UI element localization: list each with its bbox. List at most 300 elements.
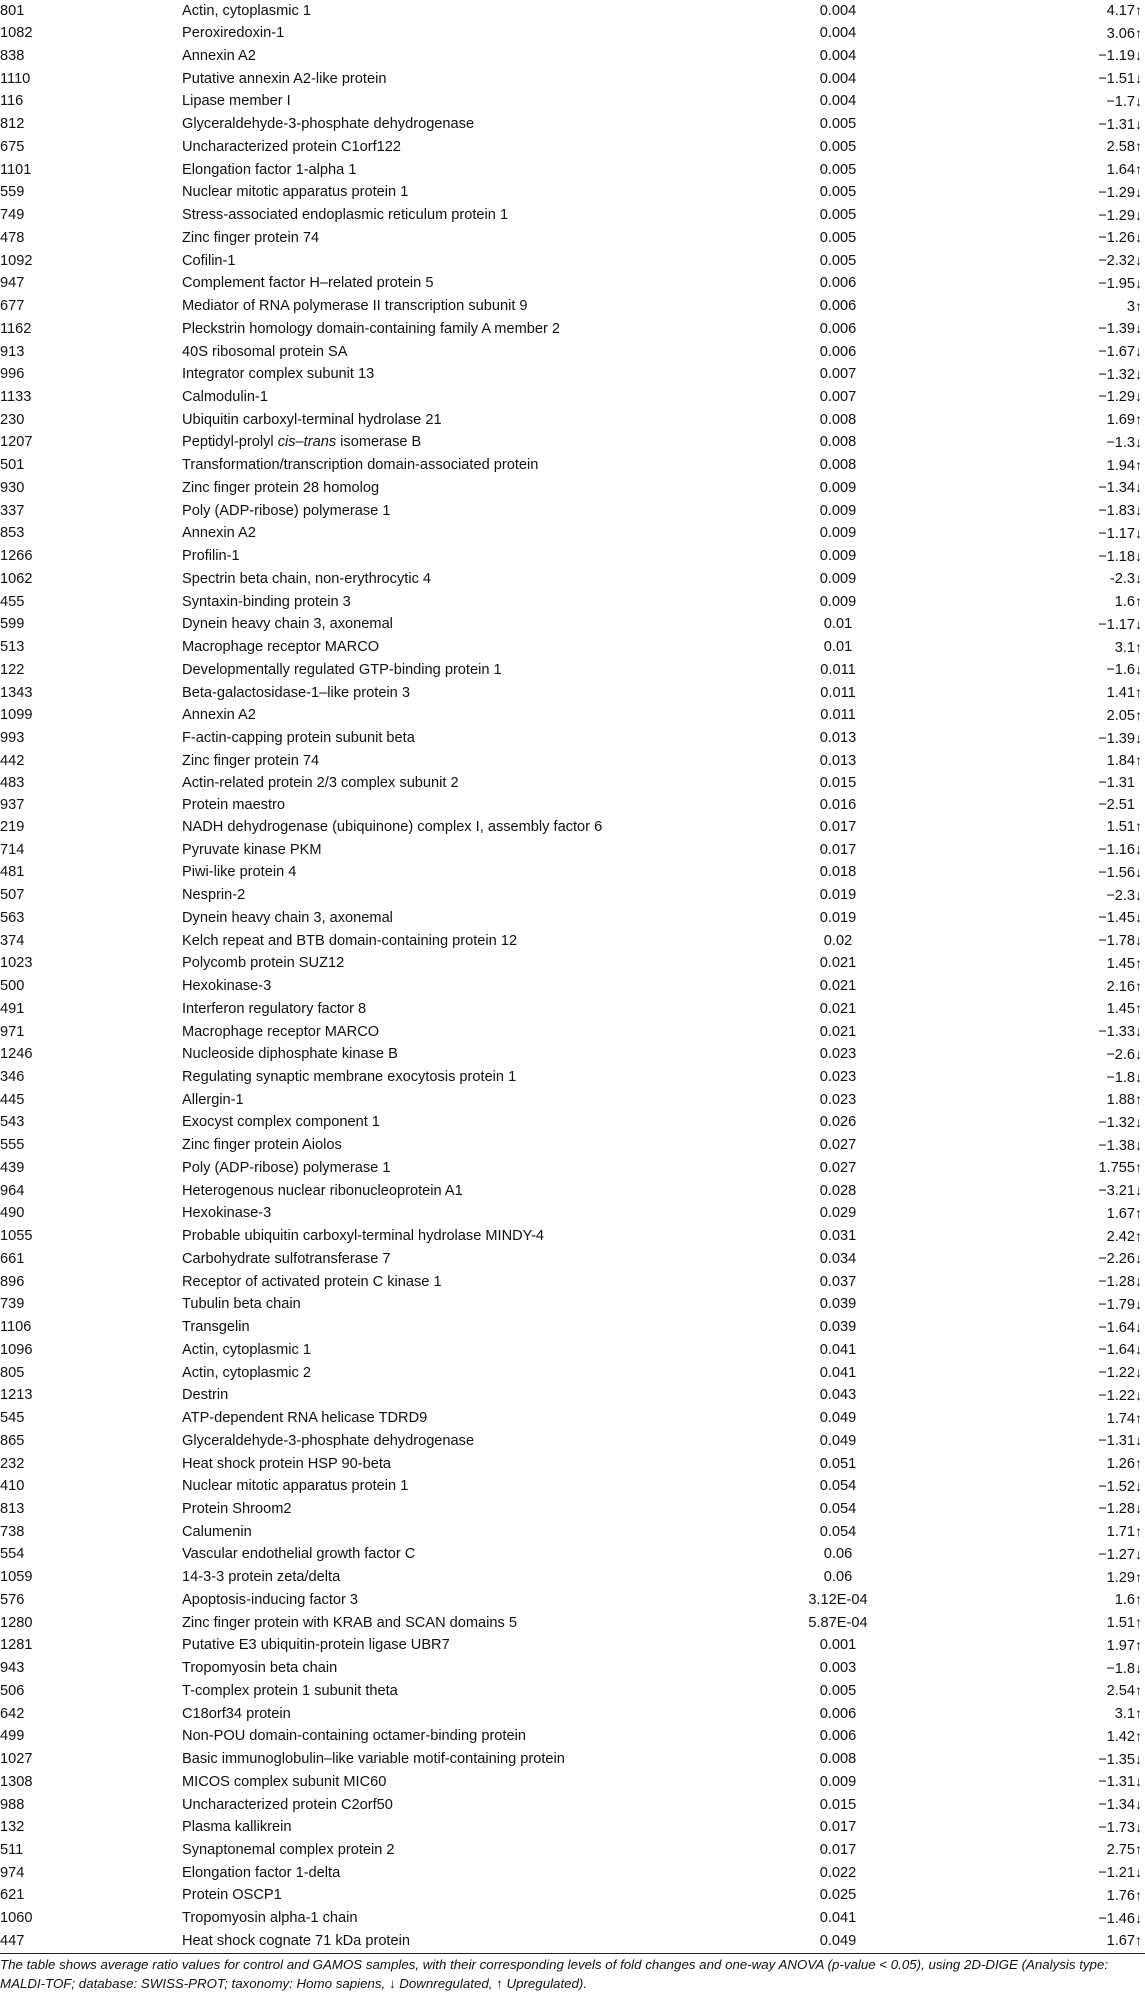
spot-id-cell: 813 [0,1500,25,1517]
p-value-cell: 0.049 [819,1410,857,1427]
up-arrow-icon: ↑ [1135,818,1142,835]
protein-name-cell: Transformation/transcription domain-associated protein [182,457,539,474]
spot-id-cell: 500 [0,978,25,995]
down-arrow-icon: ↓ [1135,1545,1142,1562]
table-row [0,1226,1145,1249]
p-value-cell: 0.005 [819,1682,857,1699]
fold-change-cell [934,1521,1145,1544]
p-value-cell: 0.039 [819,1296,857,1313]
fold-change-value: 3.1 [1114,1706,1135,1723]
table-row [0,614,1145,637]
fold-change-value: 2.42 [1106,1228,1135,1245]
p-value-cell: 0.006 [819,1728,857,1745]
table-row [0,1749,1145,1772]
table-row [0,1089,1145,1112]
spot-id-cell: 1246 [0,1046,33,1063]
fold-change-cell [934,1362,1145,1385]
fold-change-cell [934,159,1145,182]
down-arrow-icon: ↓ [1135,1023,1142,1040]
down-arrow-icon: ↓ [1135,1045,1142,1062]
spot-id-cell: 410 [0,1478,25,1495]
p-value-cell: 0.027 [819,1159,857,1176]
protein-name-cell: Integrator complex subunit 13 [182,366,375,383]
spot-id-cell: 677 [0,298,25,315]
spot-id-cell: 576 [0,1591,25,1608]
p-value-cell: 0.034 [819,1250,857,1267]
spot-id-cell: 714 [0,841,25,858]
fold-change-value: −1.3 [1106,434,1135,451]
fold-change-value: −1.31 [1098,116,1135,133]
p-value-cell: 0.041 [819,1910,857,1927]
fold-change-cell [934,455,1145,478]
p-value-cell: 0.004 [819,70,857,87]
fold-change-value: 1.71 [1106,1524,1135,1541]
fold-change-value: −1.95 [1098,275,1135,292]
p-value-cell: 0.005 [819,138,857,155]
spot-id-cell: 947 [0,275,25,292]
up-arrow-icon: ↑ [1135,1568,1142,1585]
protein-name-cell: Synaptonemal complex protein 2 [182,1841,395,1858]
footnote-p-italic: p [831,1957,840,1973]
up-arrow-icon: ↑ [1135,456,1142,473]
spot-id-cell: 511 [0,1841,24,1858]
fold-change-value: 1.74 [1106,1410,1135,1427]
spot-id-cell: 1096 [0,1341,33,1358]
fold-change-value: 1.42 [1106,1728,1135,1745]
fold-change-cell [934,205,1145,228]
table-row [0,1180,1145,1203]
down-arrow-icon: ↓ [1135,1386,1142,1403]
p-value-cell: 0.037 [819,1273,857,1290]
table-row [0,205,1145,228]
protein-name-cell: Tropomyosin beta chain [182,1660,338,1677]
table-row [0,477,1145,500]
fold-change-cell [934,1385,1145,1408]
fold-change-cell [934,0,1145,23]
up-arrow-icon: ↑ [1135,1636,1142,1653]
fold-change-cell [934,773,1145,795]
protein-name-cell: Lipase member I [182,93,291,110]
fold-change-cell [934,705,1145,728]
down-arrow-icon: ↓ [1135,1341,1142,1358]
down-arrow-icon: ↓ [1135,1318,1142,1335]
p-value-cell: 0.009 [819,593,857,610]
fold-change-value: 1.67 [1106,1205,1135,1222]
protein-name-cell: T-complex protein 1 subunit theta [182,1682,398,1699]
spot-id-cell: 749 [0,207,25,224]
spot-id-cell: 1023 [0,955,33,972]
p-value-cell: 0.004 [819,2,857,19]
fold-change-value: −1.56 [1098,864,1135,881]
spot-id-cell: 930 [0,479,25,496]
fold-change-value: −1.32 [1098,1114,1135,1131]
fold-change-cell [934,750,1145,773]
fold-change-cell [934,1498,1145,1521]
fold-change-cell [934,1658,1145,1681]
spot-id-cell: 132 [0,1819,25,1836]
protein-name-cell: Probable ubiquitin carboxyl-terminal hydrolase MINDY-4 [182,1228,545,1245]
up-arrow-icon: ↑ [1135,2,1142,18]
p-value-cell: 0.023 [819,1046,857,1063]
p-value-cell: 0.017 [819,1819,857,1836]
up-arrow-icon: ↑ [1135,752,1142,769]
p-value-cell: 0.005 [819,229,857,246]
fold-change-cell [934,273,1145,296]
fold-change-value: 3 [1126,298,1135,315]
fold-change-cell [934,1544,1145,1567]
table-row [0,773,1145,795]
spot-id-cell: 805 [0,1364,25,1381]
down-arrow-icon: ↓ [1135,615,1142,632]
table-row [0,750,1145,773]
protein-name-cell: Zinc finger protein 74 [182,752,320,769]
table-row [0,1385,1145,1408]
up-arrow-icon: ↑ [1135,1227,1142,1244]
table-row [0,182,1145,205]
fold-change-value: −1.45 [1098,910,1135,927]
down-arrow-icon: ↓ [1135,183,1142,200]
down-arrow-icon: ↓ [1135,1750,1142,1767]
p-value-cell: 0.008 [819,411,857,428]
protein-name-cell: Vascular endothelial growth factor C [182,1546,416,1563]
p-value-cell: 0.017 [819,1841,857,1858]
fold-change-cell [934,1067,1145,1090]
fold-change-cell [934,1317,1145,1340]
table-row [0,1567,1145,1590]
p-value-cell: 0.02 [823,932,853,949]
protein-name-cell: Dynein heavy chain 3, axonemal [182,616,393,633]
fold-change-value: −1.83 [1098,503,1135,520]
p-value-cell: 0.013 [819,730,857,746]
table-row [0,839,1145,862]
up-arrow-icon: ↑ [1135,1159,1142,1176]
protein-name-cell: Protein Shroom2 [182,1500,292,1517]
spot-id-cell: 1055 [0,1228,33,1245]
p-value-cell: 0.021 [819,1000,857,1017]
fold-change-cell [934,1226,1145,1249]
spot-id-cell: 559 [0,184,25,201]
down-arrow-icon: ↓ [1135,47,1142,64]
fold-change-value: −1.31 [1098,1774,1135,1791]
up-arrow-icon: ↑ [1135,593,1142,610]
fold-change-cell [934,1817,1145,1840]
fold-change-value: −1.64 [1098,1342,1135,1359]
spot-id-cell: 642 [0,1705,25,1722]
protein-name-cell: Annexin A2 [182,525,256,542]
fold-change-cell [934,1794,1145,1817]
table-row [0,1157,1145,1180]
protein-name-cell: Glyceraldehyde-3-phosphate dehydrogenase [182,116,475,133]
down-arrow-icon: ↓ [1135,1364,1142,1381]
protein-name-cell: Exocyst complex component 1 [182,1114,380,1131]
spot-id-cell: 555 [0,1137,25,1154]
protein-name-cell: Annexin A2 [182,47,256,64]
fold-change-value: −1.8 [1106,1069,1135,1086]
fold-change-cell [934,250,1145,273]
table-row [0,1930,1145,1953]
table-row [0,1135,1145,1158]
fold-change-cell [934,364,1145,387]
p-value-cell: 0.051 [819,1455,857,1472]
table-row [0,1067,1145,1090]
fold-change-value: −3.21 [1098,1183,1135,1200]
protein-name-cell: Basic immunoglobulin–like variable motif-containing protein [182,1751,565,1768]
fold-change-cell [934,227,1145,250]
down-arrow-icon: ↓ [1135,1068,1142,1085]
down-arrow-icon: ↓ [1135,1796,1142,1813]
down-arrow-icon: ↓ [1135,115,1142,132]
table-row [0,637,1145,660]
spot-id-cell: 506 [0,1682,25,1699]
fold-change-cell [934,1453,1145,1476]
p-value-cell: 0.004 [819,93,857,110]
protein-name-cell: Annexin A2 [182,707,256,724]
fold-change-value: −1.73 [1098,1819,1135,1836]
protein-name-cell: Destrin [182,1387,229,1404]
spot-id-cell: 507 [0,887,25,904]
down-arrow-icon: ↓ [1135,932,1142,949]
spot-id-cell: 913 [0,343,25,360]
table-row [0,455,1145,478]
fold-change-value: −1.51 [1098,71,1135,88]
fold-change-cell [934,1839,1145,1862]
down-arrow-icon: ↓ [1135,1818,1142,1835]
protein-name-cell: Poly (ADP-ribose) polymerase 1 [182,502,391,519]
fold-change-value: −2.26 [1098,1251,1135,1268]
spot-id-cell: 346 [0,1069,25,1086]
down-arrow-icon: ↓ [1135,1113,1142,1130]
spot-id-cell: 801 [0,2,25,19]
fold-change-cell [934,614,1145,637]
fold-change-value: −1.38 [1098,1137,1135,1154]
fold-change-value: −1.17 [1098,525,1135,542]
fold-change-value: 2.58 [1106,139,1135,156]
p-value-cell: 5.87E-04 [808,1614,868,1631]
fold-change-value: 1.97 [1106,1637,1135,1654]
spot-id-cell: 232 [0,1455,25,1472]
spot-id-cell: 937 [0,796,25,813]
footnote-up-label: Upregulated). [502,1976,588,1992]
p-value-cell: 0.01 [823,639,853,656]
spot-id-cell: 1092 [0,252,33,269]
up-arrow-icon: ↑ [1135,1204,1142,1221]
spot-id-cell: 442 [0,752,25,769]
fold-change-value: 2.16 [1106,978,1135,995]
fold-change-value: −1.52 [1098,1478,1135,1495]
p-value-cell: 0.013 [819,752,857,769]
table-row [0,91,1145,114]
table-row [0,0,1145,23]
fold-change-value: −1.33 [1098,1024,1135,1041]
spot-id-cell: 478 [0,229,25,246]
fold-change-value: −1.78 [1098,933,1135,950]
fold-change-value: −2.32 [1098,253,1135,270]
down-arrow-icon: ↓ [1135,1273,1142,1290]
table-row [0,1362,1145,1385]
protein-name-cell: Ubiquitin carboxyl-terminal hydrolase 21 [182,411,442,428]
fold-change-value: 1.69 [1106,412,1135,429]
table-row [0,816,1145,839]
table-row [0,364,1145,387]
p-value-cell: 0.018 [819,864,857,881]
fold-change-value: −1.6 [1106,662,1135,679]
protein-name-cell: Allergin-1 [182,1091,244,1108]
fold-change-cell [934,1112,1145,1135]
protein-name-cell: Elongation factor 1-alpha 1 [182,161,357,178]
fold-change-value: −1.28 [1098,1501,1135,1518]
spot-id-cell: 675 [0,138,25,155]
footnote-part-1: The table shows average ratio values for control and GAMOS samples, with their corresponding levels of fold changes and one-way ANOVA ( [0,1957,832,1973]
footnote-up-arrow: ↑ [496,1976,503,1992]
table-row [0,1908,1145,1931]
protein-name-cell: Hexokinase-3 [182,1205,272,1222]
fold-change-cell [934,728,1145,751]
spot-id-cell: 563 [0,909,25,926]
fold-change-value: −1.29 [1098,207,1135,224]
fold-change-cell [934,1930,1145,1953]
fold-change-value: 1.76 [1106,1887,1135,1904]
fold-change-value: −1.31 [1098,1433,1135,1450]
table-row [0,591,1145,614]
protein-name-cell: Heat shock protein HSP 90-beta [182,1455,392,1472]
p-value-cell: 0.009 [819,525,857,542]
table-row [0,728,1145,751]
p-value-cell: 0.031 [819,1228,857,1245]
spot-id-cell: 481 [0,864,25,881]
table-row [0,523,1145,546]
fold-change-value: −1.18 [1098,548,1135,565]
spot-id-cell: 122 [0,661,25,678]
table-row [0,1635,1145,1658]
table-row [0,705,1145,728]
up-arrow-icon: ↑ [1135,638,1142,655]
fold-change-cell [934,1248,1145,1271]
spot-id-cell: 490 [0,1205,25,1222]
protein-name-cell: Stress-associated endoplasmic reticulum protein 1 [182,207,509,224]
table-row [0,1680,1145,1703]
fold-change-cell [934,1476,1145,1499]
fold-change-value: −1.17 [1098,616,1135,633]
protein-name-cell: Zinc finger protein Aiolos [182,1137,342,1154]
fold-change-cell [934,296,1145,319]
p-value-cell: 0.017 [819,818,857,835]
footnote-down-arrow: ↓ [388,1976,396,1992]
table-row [0,1703,1145,1726]
protein-name-cell: Calumenin [182,1523,252,1540]
fold-change-cell [934,1135,1145,1158]
p-value-cell: 0.026 [819,1114,857,1131]
fold-change-cell [934,976,1145,999]
down-arrow-icon: ↓ [1135,1500,1142,1517]
fold-change-cell [934,1908,1145,1931]
p-value-cell: 0.028 [819,1182,857,1199]
p-value-cell: 0.027 [819,1137,857,1154]
protein-name-cell: Non-POU domain-containing octamer-binding protein [182,1728,526,1745]
protein-name-cell: Heat shock cognate 71 kDa protein [182,1930,742,1953]
protein-name-cell: Zinc finger protein 28 homolog [182,479,380,496]
fold-change-cell [934,523,1145,546]
fold-change-value: 2.05 [1106,707,1135,724]
p-value-cell: 0.049 [742,1930,934,1953]
fold-change-cell [934,182,1145,205]
protein-name-cell: NADH dehydrogenase (ubiquinone) complex I, assembly factor 6 [182,818,603,835]
fold-change-cell [934,1612,1145,1635]
p-value-cell: 0.021 [819,1023,857,1040]
down-arrow-icon: ↓ [1135,570,1142,587]
fold-change-cell [934,1339,1145,1362]
table-row [0,1839,1145,1862]
down-arrow-icon: ↓ [1135,365,1142,382]
spot-id-cell: 543 [0,1114,25,1131]
protein-name-cell: Spectrin beta chain, non-erythrocytic 4 [182,570,432,587]
up-arrow-icon: ↑ [1135,1455,1142,1471]
fold-change-value: 1.51 [1106,1615,1135,1632]
down-arrow-icon: ↓ [1135,343,1142,360]
fold-change-value: −1.8 [1106,1660,1135,1677]
protein-name-cell: Regulating synaptic membrane exocytosis protein 1 [182,1069,517,1086]
down-arrow-icon: ↓ [1135,524,1142,541]
protein-name-cell: Poly (ADP-ribose) polymerase 1 [182,1159,391,1176]
spot-id-cell: 996 [0,366,25,383]
fold-change-cell [934,1430,1145,1453]
down-arrow-icon: ↓ [1135,1864,1142,1881]
table-row [0,1203,1145,1226]
down-arrow-icon: ↓ [1135,729,1142,746]
fold-change-cell [934,1180,1145,1203]
table-row [0,1021,1145,1044]
up-arrow-icon: ↑ [1135,1841,1142,1858]
fold-change-cell [934,1567,1145,1590]
down-arrow-icon: ↓ [1135,274,1142,291]
p-value-cell: 0.039 [819,1319,857,1336]
fold-change-value: −1.39 [1098,730,1135,747]
p-value-cell: 0.019 [819,909,857,926]
p-value-cell: 0.01 [823,616,853,633]
protein-name-cell: Peroxiredoxin-1 [182,25,285,42]
spot-id-cell: 1308 [0,1773,33,1790]
down-arrow-icon: ↓ [1135,252,1142,269]
down-arrow-icon: ↓ [1135,388,1142,405]
spot-id-cell: 1213 [0,1387,33,1404]
table-row [0,1271,1145,1294]
fold-change-cell [934,1635,1145,1658]
table-row [0,1498,1145,1521]
protein-name-cell: Piwi-like protein 4 [182,864,297,881]
table-row [0,227,1145,250]
fold-change-value: 1.64 [1106,162,1135,179]
spot-id-cell: 1062 [0,570,33,587]
spot-id-cell: 445 [0,1091,25,1108]
protein-name-cell: Hexokinase-3 [182,978,272,995]
p-value-cell: 0.007 [819,366,857,383]
p-value-cell: 0.006 [819,343,857,360]
fold-change-value: −1.34 [1098,1797,1135,1814]
protein-name-part: isomerase B [336,434,422,451]
down-arrow-icon: ↓ [1135,1295,1142,1312]
protein-name-cell: Carbohydrate sulfotransferase 7 [182,1250,391,1267]
table-row [0,1044,1145,1067]
p-value-cell: 0.022 [819,1864,857,1881]
protein-name-cell: Tropomyosin alpha-1 chain [182,1910,358,1927]
up-arrow-icon: ↑ [1135,684,1142,701]
fold-change-cell [934,1703,1145,1726]
table-row [0,1476,1145,1499]
fold-change-cell [934,500,1145,523]
protein-name-cell: Plasma kallikrein [182,1819,292,1836]
spot-id-cell: 1099 [0,707,33,724]
p-value-cell: 0.021 [819,978,857,995]
p-value-cell: 0.011 [820,707,856,724]
